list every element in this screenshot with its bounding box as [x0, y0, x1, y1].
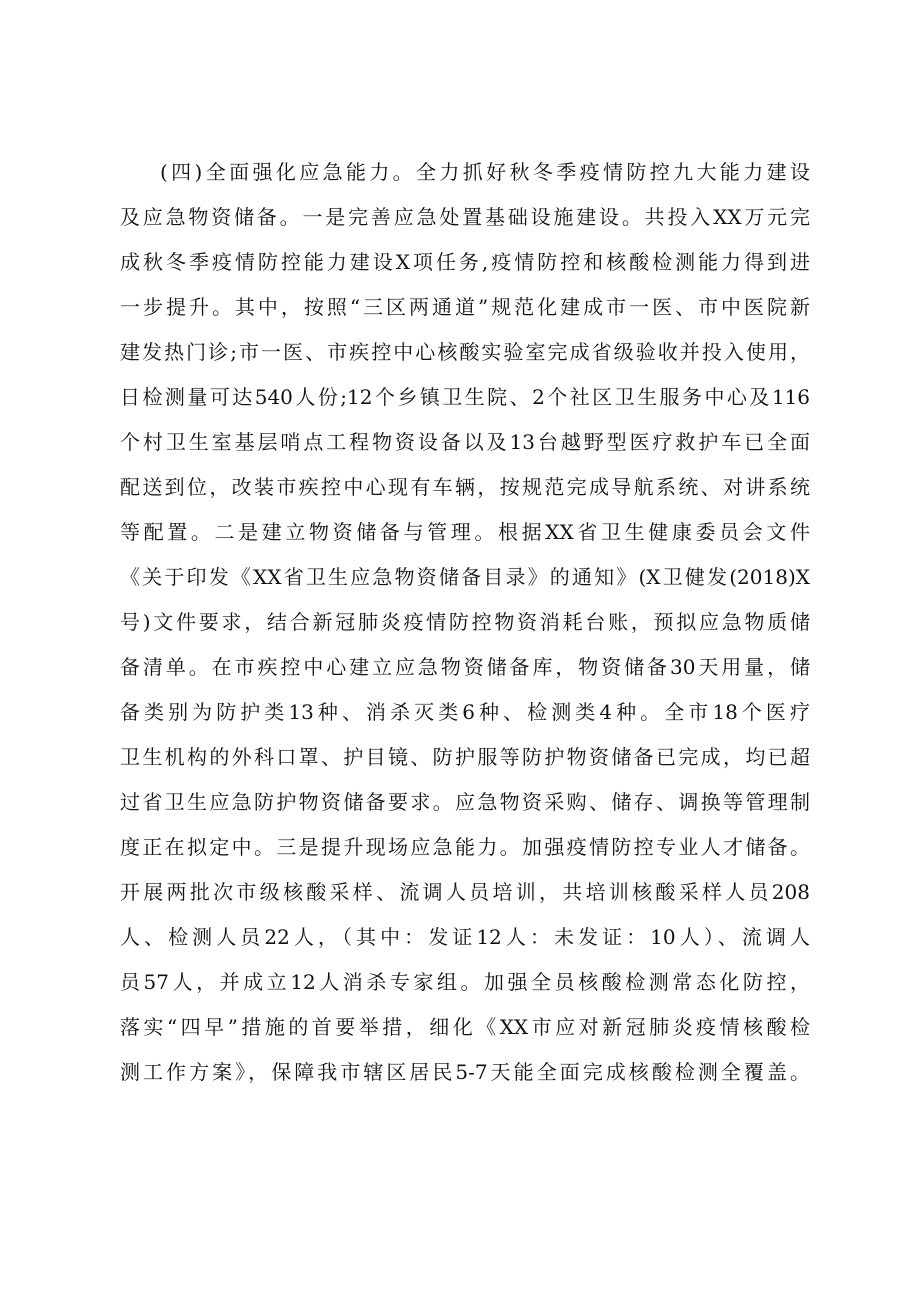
text-line: 号)文件要求，结合新冠肺炎疫情防控物资消耗台账，预拟应急物质储 [120, 610, 810, 634]
text-line: 度正在拟定中。三是提升现场应急能力。加强疫情防控专业人才储备。 [120, 835, 810, 859]
text-line: 卫生机构的外科口罩、护目镜、防护服等防护物资储备已完成，均已超 [120, 745, 810, 769]
text-line: 个村卫生室基层哨点工程物资设备以及13台越野型医疗救护车已全面 [120, 430, 810, 454]
text-line: 配送到位，改装市疾控中心现有车辆，按规范完成导航系统、对讲系统 [120, 475, 810, 499]
text-line: 测工作方案》，保障我市辖区居民5-7天能全面完成核酸检测全覆盖。 [120, 1060, 810, 1084]
text-line: 一步提升。其中，按照“三区两通道”规范化建成市一医、市中医院新 [120, 295, 810, 319]
text-line: 日检测量可达540人份;12个乡镇卫生院、2个社区卫生服务中心及116 [120, 385, 810, 409]
text-line: 人、检测人员22人，（其中：发证12人：未发证：10人）、流调人 [120, 925, 810, 949]
paragraph-section-4 [120, 150, 810, 1095]
text-line: 开展两批次市级核酸采样、流调人员培训，共培训核酸采样人员208 [120, 880, 810, 904]
text-line: 《关于印发《XX省卫生应急物资储备目录》的通知》(X卫健发(2018)X [120, 565, 810, 589]
text-line: 落实“四早”措施的首要举措，细化《XX市应对新冠肺炎疫情核酸检 [120, 1015, 810, 1039]
text-line: 成秋冬季疫情防控能力建设X项任务,疫情防控和核酸检测能力得到进 [120, 250, 810, 274]
text-line: 备类别为防护类13种、消杀灭类6种、检测类4种。全市18个医疗 [120, 700, 810, 724]
text-line: 员57人，并成立12人消杀专家组。加强全员核酸检测常态化防控， [120, 970, 810, 994]
text-line: 及应急物资储备。一是完善应急处置基础设施建设。共投入XX万元完 [120, 205, 810, 229]
text-line: (四)全面强化应急能力。全力抓好秋冬季疫情防控九大能力建设 [160, 160, 810, 184]
text-line: 过省卫生应急防护物资储备要求。应急物资采购、储存、调换等管理制 [120, 790, 810, 814]
text-line: 备清单。在市疾控中心建立应急物资储备库，物资储备30天用量，储 [120, 655, 810, 679]
text-line: 等配置。二是建立物资储备与管理。根据XX省卫生健康委员会文件 [120, 520, 810, 544]
text-line: 建发热门诊;市一医、市疾控中心核酸实验室完成省级验收并投入使用， [120, 340, 810, 364]
